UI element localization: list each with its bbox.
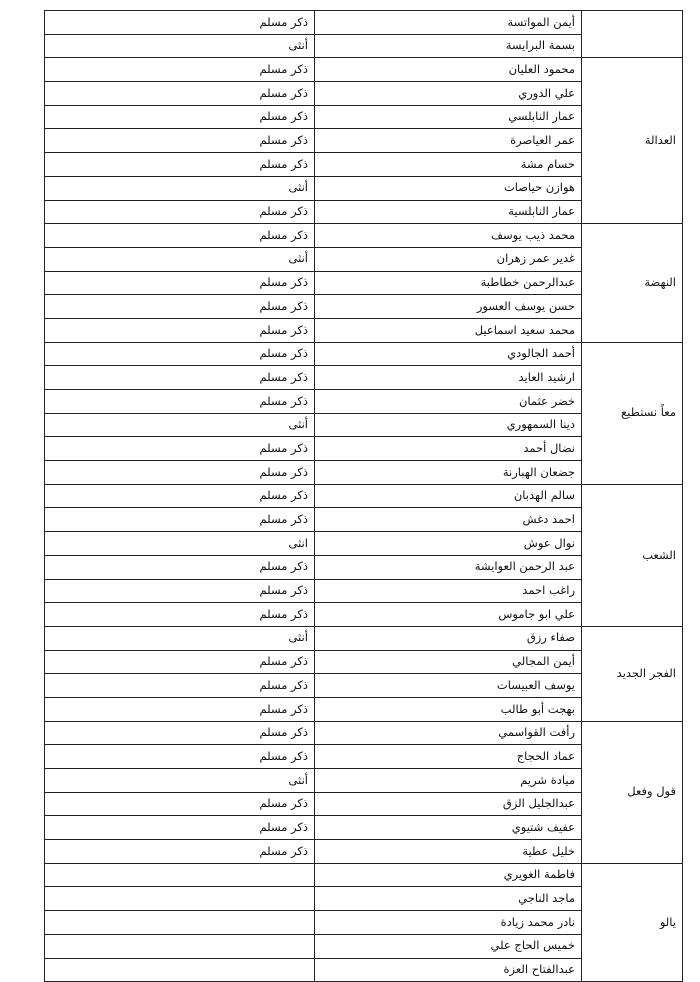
gender-cell: أنثى (45, 176, 315, 200)
gender-cell: ذكر مسلم (45, 366, 315, 390)
party-name-cell: الفجر الجديد (582, 626, 683, 721)
gender-cell: ذكر مسلم (45, 224, 315, 248)
gender-cell: أنثى (45, 413, 315, 437)
candidate-name-cell: عبدالجليل الزق (315, 792, 582, 816)
gender-cell: ذكر مسلم (45, 840, 315, 864)
candidate-name-cell: أيمن المجالي (315, 650, 582, 674)
table-row (45, 224, 683, 248)
candidate-name-cell: علي الدوري (315, 82, 582, 106)
gender-cell: ذكر مسلم (45, 342, 315, 366)
gender-cell: ذكر مسلم (45, 579, 315, 603)
gender-cell: ذكر مسلم (45, 271, 315, 295)
table-row (45, 863, 683, 887)
party-name-cell: معاً نستطيع (582, 342, 683, 484)
candidate-name-cell: علي ابو جاموس (315, 603, 582, 627)
candidate-name-cell: عمار النابلسية (315, 200, 582, 224)
gender-cell: ذكر مسلم (45, 437, 315, 461)
candidate-name-cell: غدير عمر زهران (315, 247, 582, 271)
candidate-name-cell: رأفت القواسمي (315, 721, 582, 745)
gender-cell: أنثى (45, 626, 315, 650)
gender-cell (45, 911, 315, 935)
party-name-cell: قول وفعل (582, 721, 683, 863)
gender-cell: ذكر مسلم (45, 674, 315, 698)
candidate-name-cell: عمر العياصرة (315, 129, 582, 153)
gender-cell: ذكر مسلم (45, 390, 315, 414)
gender-cell: ذكر مسلم (45, 129, 315, 153)
candidate-name-cell: جضعان الهبارنة (315, 461, 582, 485)
gender-cell: ذكر مسلم (45, 792, 315, 816)
candidate-name-cell: عمار النابلسي (315, 105, 582, 129)
gender-cell: ذكر مسلم (45, 697, 315, 721)
candidate-name-cell: عبد الرحمن العوايشة (315, 555, 582, 579)
candidate-name-cell: خميس الحاج علي (315, 934, 582, 958)
gender-cell: ذكر مسلم (45, 650, 315, 674)
candidate-name-cell: بهجت أبو طالب (315, 697, 582, 721)
table-row (45, 342, 683, 366)
candidate-name-cell: راغب احمد (315, 579, 582, 603)
table-row (45, 58, 683, 82)
gender-cell: ذكر مسلم (45, 555, 315, 579)
gender-cell: ذكر مسلم (45, 721, 315, 745)
candidates-table (44, 10, 683, 982)
candidate-name-cell: أحمد الجالودي (315, 342, 582, 366)
candidate-name-cell: عفيف شتيوي (315, 816, 582, 840)
table-row (45, 626, 683, 650)
candidate-name-cell: حسن يوسف العسور (315, 295, 582, 319)
gender-cell: ذكر مسلم (45, 508, 315, 532)
table-row (45, 721, 683, 745)
candidate-name-cell: فاطمة الغويري (315, 863, 582, 887)
candidate-name-cell: سالم الهدبان (315, 484, 582, 508)
candidate-name-cell: ارشيد العايد (315, 366, 582, 390)
gender-cell: ذكر مسلم (45, 603, 315, 627)
candidate-name-cell: محمد سعيد اسماعيل (315, 318, 582, 342)
candidate-name-cell: عبدالرحمن خطاطبة (315, 271, 582, 295)
party-name-cell: العدالة (582, 58, 683, 224)
candidate-name-cell: دينا السمهوري (315, 413, 582, 437)
candidate-name-cell: بسمة البرايسة (315, 34, 582, 58)
party-name-cell: النهضة (582, 224, 683, 342)
candidate-name-cell: حسام مشة (315, 153, 582, 177)
candidates-table-body (45, 11, 683, 982)
candidate-name-cell: عماد الحجاج (315, 745, 582, 769)
gender-cell: ذكر مسلم (45, 153, 315, 177)
candidate-name-cell: عبدالفتاح العزة (315, 958, 582, 982)
table-row (45, 484, 683, 508)
candidate-name-cell: نوال عوش (315, 532, 582, 556)
gender-cell: أنثى (45, 34, 315, 58)
party-name-cell: يالو (582, 863, 683, 981)
gender-cell: ذكر مسلم (45, 82, 315, 106)
gender-cell: أنثى (45, 769, 315, 793)
gender-cell: ذكر مسلم (45, 11, 315, 35)
gender-cell: أنثى (45, 247, 315, 271)
candidate-name-cell: هوازن حياصات (315, 176, 582, 200)
candidate-name-cell: ماجد الناجي (315, 887, 582, 911)
candidate-name-cell: احمد دغش (315, 508, 582, 532)
gender-cell (45, 958, 315, 982)
candidate-name-cell: يوسف العبيسات (315, 674, 582, 698)
gender-cell: انثى (45, 532, 315, 556)
gender-cell: ذكر مسلم (45, 318, 315, 342)
candidate-name-cell: ميادة شريم (315, 769, 582, 793)
gender-cell (45, 934, 315, 958)
gender-cell (45, 863, 315, 887)
gender-cell: ذكر مسلم (45, 105, 315, 129)
candidate-name-cell: محمود العليان (315, 58, 582, 82)
party-name-cell: الشعب (582, 484, 683, 626)
candidate-name-cell: محمد ذيب يوسف (315, 224, 582, 248)
party-name-cell (582, 11, 683, 58)
table-row (45, 11, 683, 35)
candidate-name-cell: خضر عثمان (315, 390, 582, 414)
candidate-name-cell: أيمن المواتسة (315, 11, 582, 35)
gender-cell: ذكر مسلم (45, 295, 315, 319)
gender-cell: ذكر مسلم (45, 816, 315, 840)
gender-cell: ذكر مسلم (45, 58, 315, 82)
gender-cell: ذكر مسلم (45, 484, 315, 508)
gender-cell (45, 887, 315, 911)
candidate-name-cell: خليل عطية (315, 840, 582, 864)
candidate-name-cell: صفاء رزق (315, 626, 582, 650)
candidate-name-cell: نادر محمد زيادة (315, 911, 582, 935)
gender-cell: ذكر مسلم (45, 200, 315, 224)
candidate-name-cell: نضال أحمد (315, 437, 582, 461)
gender-cell: ذكر مسلم (45, 745, 315, 769)
gender-cell: ذكر مسلم (45, 461, 315, 485)
